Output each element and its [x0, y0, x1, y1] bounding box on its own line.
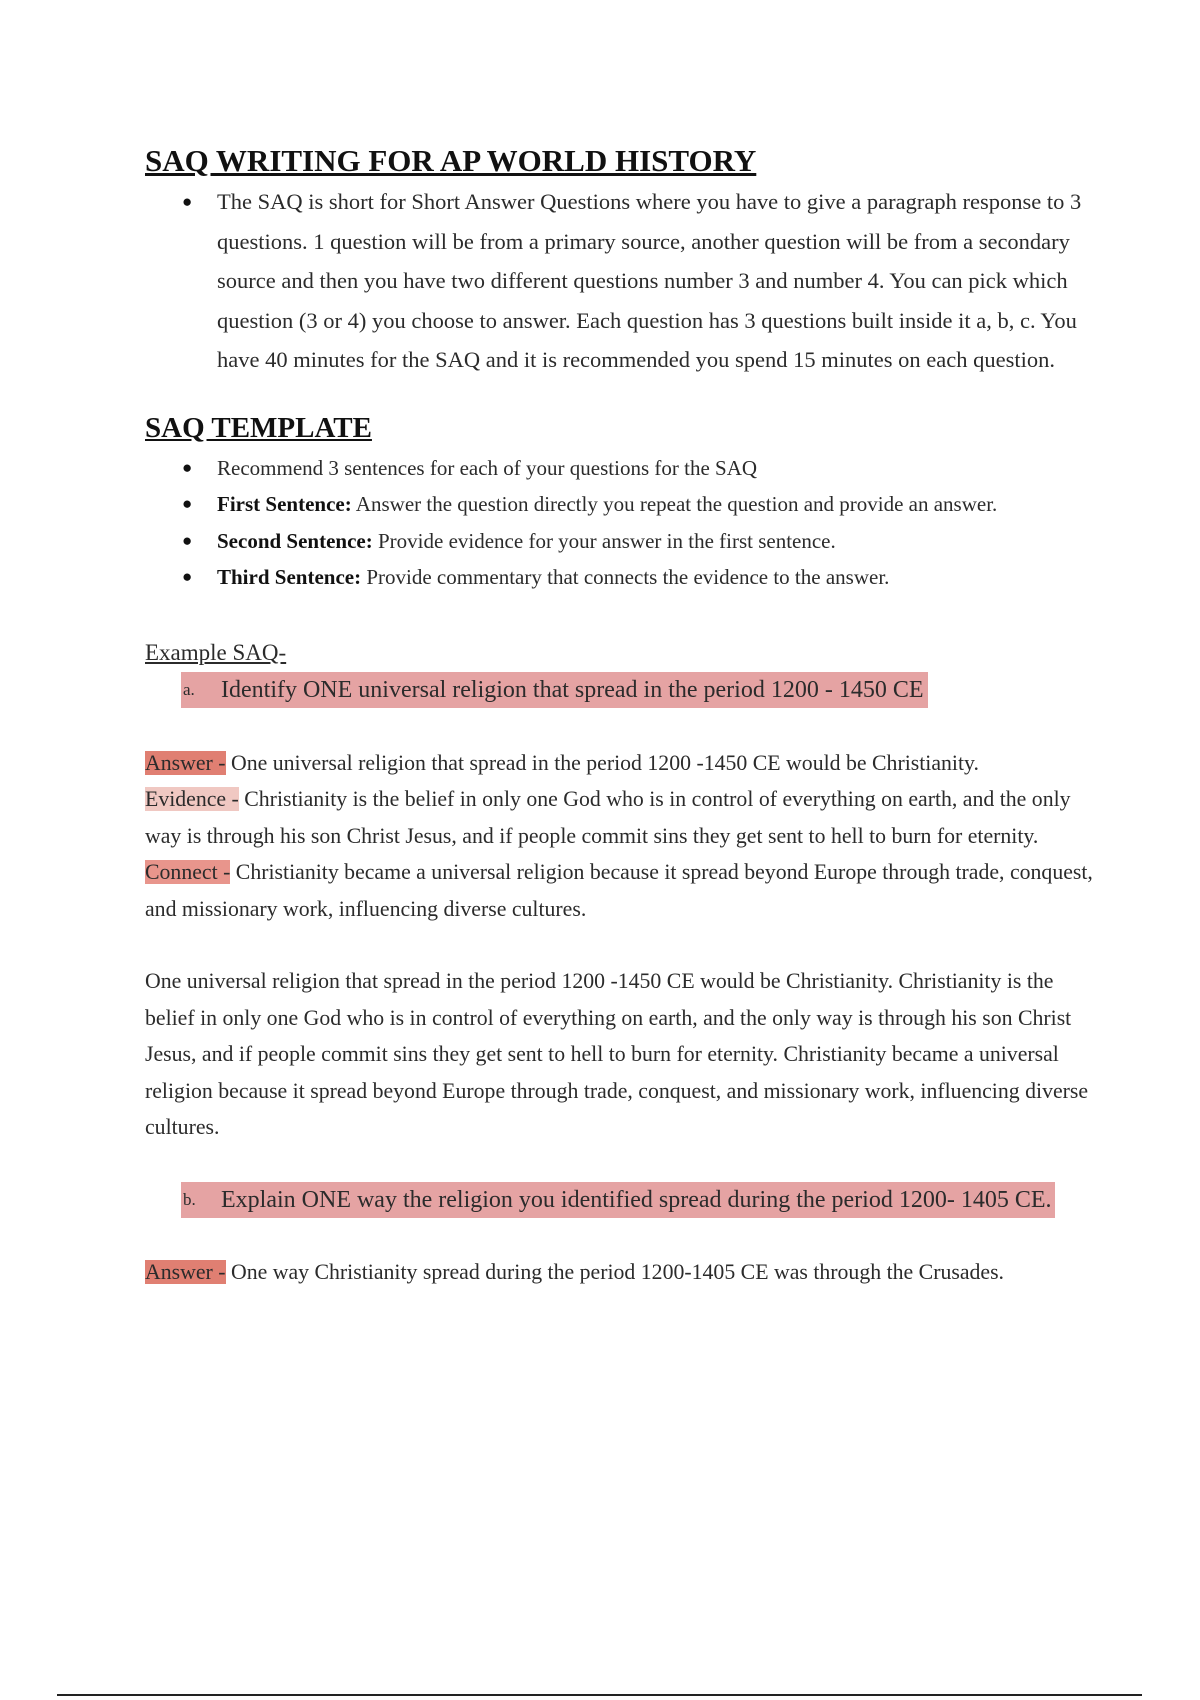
answer-tag: Answer -: [145, 1259, 226, 1284]
answer-a-block: [145, 745, 1095, 928]
template-heading: SAQ TEMPLATE: [145, 411, 372, 444]
question-text: Explain ONE way the religion you identified spread during the period 1200- 1405 CE.: [221, 1186, 1052, 1213]
question-a: [181, 672, 928, 708]
answer-line: [145, 745, 1095, 782]
evidence-line: [145, 781, 1095, 854]
intro-list: [145, 182, 1095, 380]
answer-text: One universal religion that spread in the period 1200 -1450 CE would be Christianity.: [225, 750, 979, 775]
document-page: [145, 140, 1095, 1290]
template-item-text: Provide commentary that connects the evidence to the answer.: [361, 565, 890, 589]
summary-paragraph: One universal religion that spread in the period 1200 -1450 CE would be Christianity. Christianity is the belief in only one God who is in control of everything on earth, and the only way is through his son Christ Jesus, and if people commit sins they get sent to hell to burn for eternity. Christianity became a universal religion because it spread beyond Europe through trade, conquest, and missionary work, influencing diverse cultures.: [145, 969, 1089, 1139]
template-item: [182, 523, 1095, 560]
question-text: Identify ONE universal religion that spread in the period 1200 - 1450 CE: [221, 676, 924, 703]
intro-text: The SAQ is short for Short Answer Questions where you have to give a paragraph response to 3 questions. 1 question will be from a primary source, another question will be from a secondary source and then you have two different questions number 3 and number 4. You can pick which question (3 or 4) you choose to answer. Each question has 3 questions built inside it a, b, c. You have 40 minutes for the SAQ and it is recommended you spend 15 minutes on each question.: [217, 189, 1082, 372]
example-label: Example SAQ-: [145, 639, 287, 665]
bullet-icon: ●: [182, 457, 193, 477]
template-item-label: Second Sentence:: [217, 528, 373, 553]
template-item-text: Recommend 3 sentences for each of your questions for the SAQ: [217, 455, 758, 480]
template-item: [182, 450, 1095, 487]
connect-tag: Connect -: [145, 860, 231, 884]
question-b: [181, 1182, 1055, 1218]
template-item-text: Answer the question directly you repeat the question and provide an answer.: [351, 492, 998, 516]
question-letter: a.: [183, 679, 195, 699]
bullet-icon: ●: [182, 530, 193, 550]
bullet-icon: ●: [182, 192, 193, 211]
question-letter: b.: [183, 1189, 196, 1209]
answer-tag: Answer -: [145, 750, 226, 775]
template-item-label: First Sentence:: [217, 492, 352, 516]
template-item-label: Third Sentence:: [217, 565, 362, 589]
intro-bullet: [182, 182, 1095, 380]
answer-b-line: [145, 1254, 1095, 1291]
template-list: [145, 450, 1095, 596]
template-item: [182, 559, 1095, 596]
bullet-icon: ●: [182, 494, 193, 513]
bullet-icon: ●: [182, 567, 193, 586]
evidence-tag: Evidence -: [145, 787, 239, 811]
answer-text: One way Christianity spread during the period 1200-1405 CE was through the Crusades.: [225, 1259, 1005, 1284]
page-divider: [57, 1694, 1142, 1696]
connect-line: [145, 854, 1095, 927]
page-title: SAQ WRITING FOR AP WORLD HISTORY: [145, 143, 757, 178]
template-item-text: Provide evidence for your answer in the first sentence.: [372, 528, 836, 553]
template-item: [182, 486, 1095, 523]
connect-text: Christianity became a universal religion because it spread beyond Europe through trade, conquest, and missionary work, influencing diverse cultures.: [145, 860, 1093, 921]
evidence-text: Christianity is the belief in only one God who is in control of everything on earth, and the only way is through his son Christ Jesus, and if people commit sins they get sent to hell to burn for eternity.: [145, 787, 1071, 848]
